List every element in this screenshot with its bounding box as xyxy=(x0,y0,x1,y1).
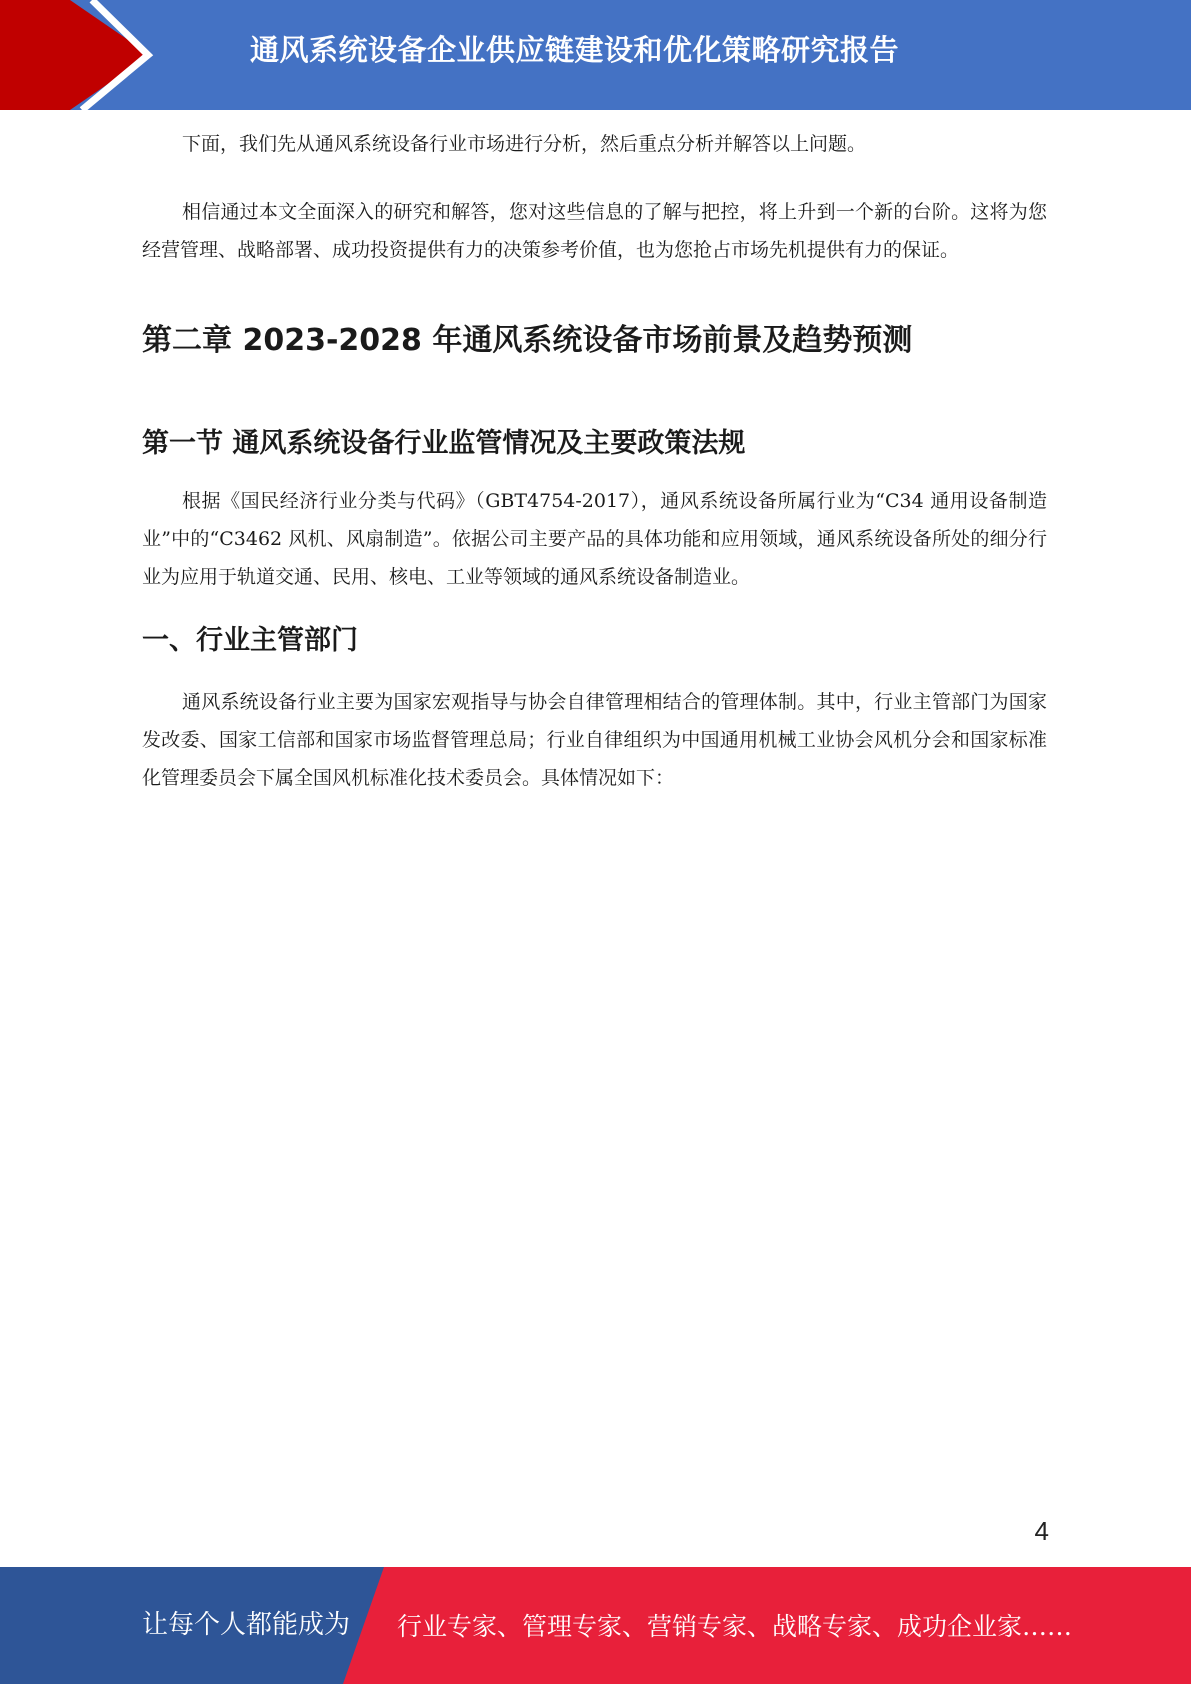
chapter-title: 第二章 2023-2028 年通风系统设备市场前景及趋势预测 xyxy=(142,323,913,358)
document-body xyxy=(142,125,1047,797)
header-title: 通风系统设备企业供应链建设和优化策略研究报告 xyxy=(250,33,900,67)
footer-slogan-left: 让每个人都能成为 xyxy=(142,1610,351,1640)
footer-banner xyxy=(0,1567,1191,1684)
intro-paragraph-2: 相信通过本文全面深入的研究和解答，您对这些信息的了解与把控，将上升到一个新的台阶。这将为您经营管理、战略部署、成功投资提供有力的决策参考价值，也为您抢占市场先机提供有力的保证。 xyxy=(142,201,1047,261)
section-title: 第一节 通风系统设备行业监管情况及主要政策法规 xyxy=(142,428,746,459)
section-paragraph: 根据《国民经济行业分类与代码》（GBT4754-2017），通风系统设备所属行业为“C34 通用设备制造业”中的“C3462 风机、风扇制造”。依据公司主要产品的具体功能和应用领域，通风系统设备所处的细分行业为应用于轨道交通、民用、核电、工业等领域的通风系统设备制造业。 xyxy=(142,490,1047,588)
intro-paragraph-1: 下面，我们先从通风系统设备行业市场进行分析，然后重点分析并解答以上问题。 xyxy=(182,133,867,155)
header-banner xyxy=(0,0,1191,110)
subsection-paragraph: 通风系统设备行业主要为国家宏观指导与协会自律管理相结合的管理体制。其中，行业主管部门为国家发改委、国家工信部和国家市场监督管理总局；行业自律组织为中国通用机械工业协会风机分会和国家标准化管理委员会下属全国风机标准化技术委员会。具体情况如下： xyxy=(142,691,1047,789)
subsection-title: 一、行业主管部门 xyxy=(142,625,358,656)
page-number: 4 xyxy=(1034,1516,1049,1546)
footer-slogan-right: 行业专家、管理专家、营销专家、战略专家、成功企业家…… xyxy=(397,1612,1073,1641)
